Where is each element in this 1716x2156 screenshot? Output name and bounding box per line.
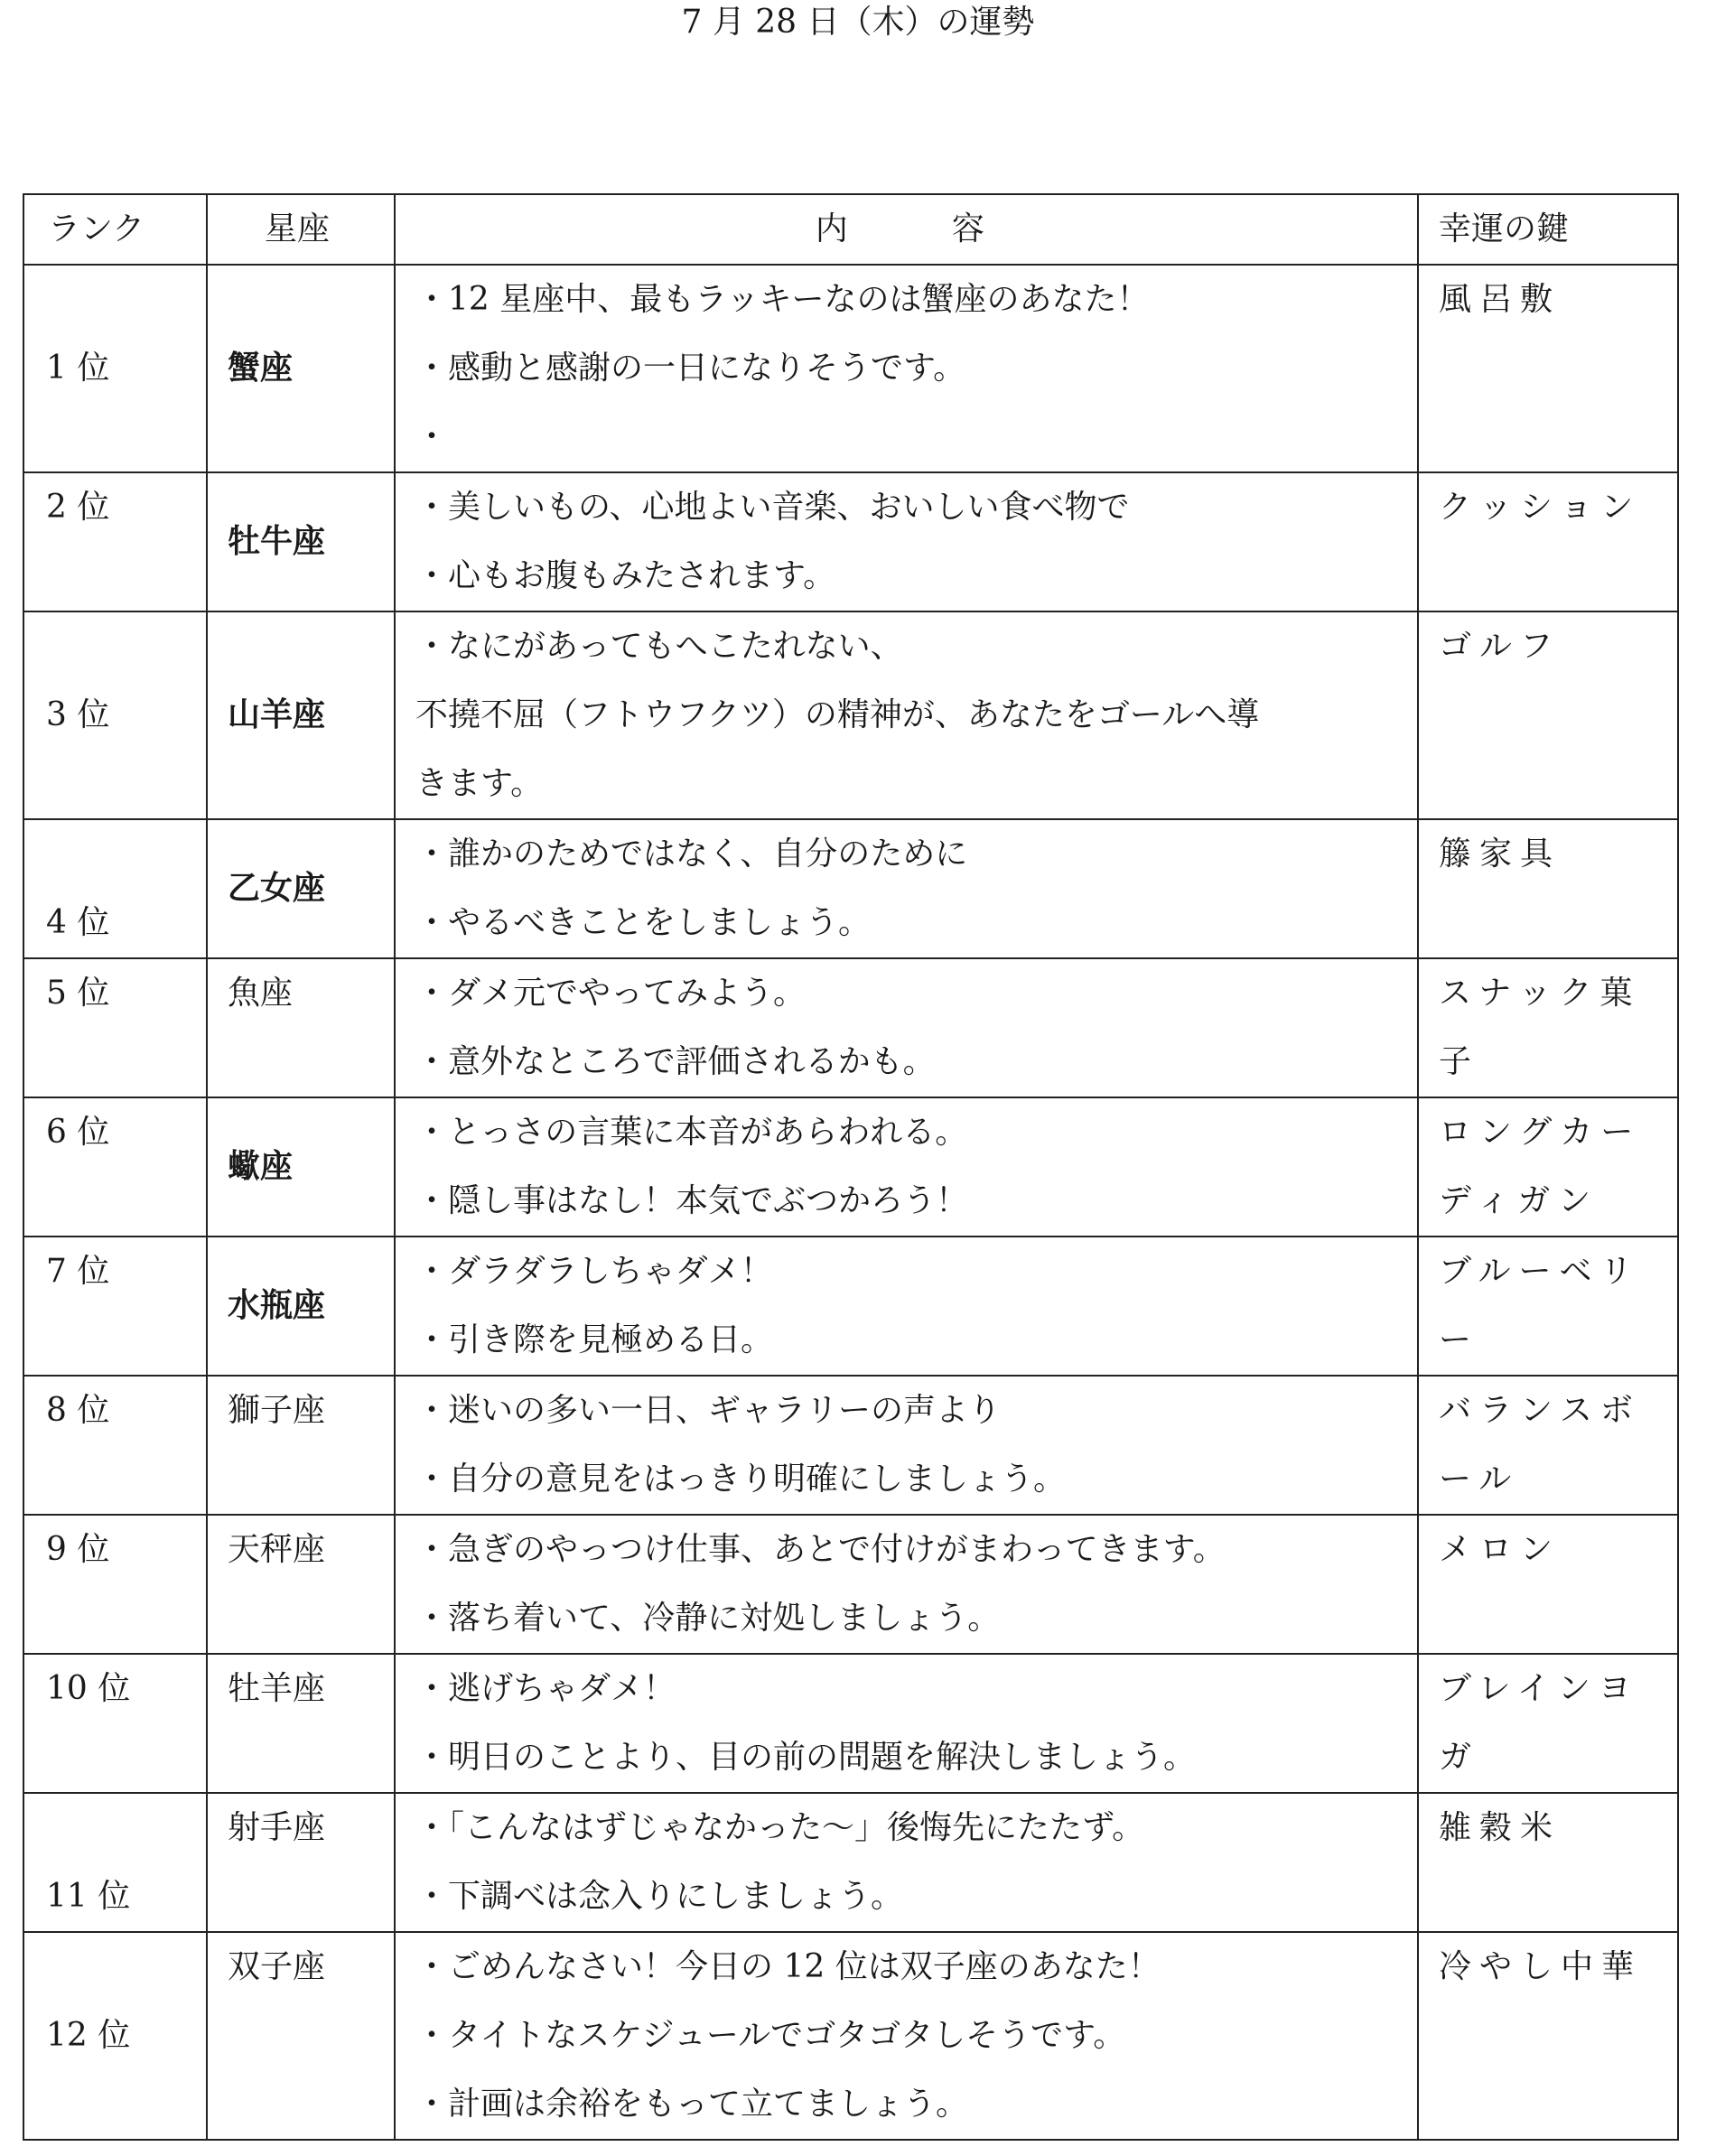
key-text: スナック菓子 xyxy=(1439,975,1641,1080)
sign-text: 天秤座 xyxy=(228,1531,326,1568)
key-cell xyxy=(1418,1515,1678,1654)
content-line: ・自分の意見をはっきり明確にしましょう。 xyxy=(415,1461,1067,1498)
table-row xyxy=(23,1654,1678,1793)
content-line: ・計画は余裕をもって立てましょう。 xyxy=(415,2086,969,2123)
table-row xyxy=(23,1793,1678,1932)
header-content: 内 容 xyxy=(395,194,1418,265)
sign-cell xyxy=(207,265,395,472)
key-text: 籐家具 xyxy=(1439,835,1562,873)
key-cell xyxy=(1418,819,1678,958)
table-row xyxy=(23,611,1678,819)
rank-cell xyxy=(23,1654,207,1793)
key-text: ロングカーディガン xyxy=(1439,1114,1642,1219)
key-cell xyxy=(1418,1793,1678,1932)
content-line: ・感動と感謝の一日になりそうです。 xyxy=(415,350,966,387)
key-cell xyxy=(1418,265,1678,472)
header-rank: ランク xyxy=(23,194,207,265)
rank-text: 7 位 xyxy=(46,1253,110,1290)
key-cell xyxy=(1418,611,1678,819)
table-row xyxy=(23,1515,1678,1654)
key-cell xyxy=(1418,1654,1678,1793)
page-title: 7 月 28 日（木）の運勢 xyxy=(681,4,1035,41)
content-line: ・タイトなスケジュールでゴタゴタしそうです。 xyxy=(415,2017,1126,2054)
sign-text: 魚座 xyxy=(228,975,294,1012)
content-line: きます。 xyxy=(415,765,544,802)
key-text: 雑穀米 xyxy=(1439,1809,1562,1846)
content-line: ・逃げちゃダメ！ xyxy=(415,1670,676,1707)
content-cell xyxy=(395,611,1418,819)
content-line: ・意外なところで評価されるかも。 xyxy=(415,1043,936,1080)
rank-cell xyxy=(23,1097,207,1237)
sign-text: 水瓶座 xyxy=(228,1287,326,1324)
content-line: ・美しいもの、心地よい音楽、おいしい食べ物で xyxy=(415,489,1130,526)
content-line: ・やるべきことをしましょう。 xyxy=(415,904,872,941)
sign-cell xyxy=(207,819,395,958)
content-line: ・誰かのためではなく、自分のために xyxy=(415,835,968,873)
rank-text: 10 位 xyxy=(46,1670,131,1707)
key-text: メロン xyxy=(1439,1531,1562,1568)
sign-text: 蟹座 xyxy=(228,350,294,387)
key-cell xyxy=(1418,1376,1678,1515)
content-line: ・ダメ元でやってみよう。 xyxy=(415,975,807,1012)
content-cell xyxy=(395,1932,1418,2140)
content-cell xyxy=(395,1515,1418,1654)
table-row xyxy=(23,958,1678,1097)
content-line: ・迷いの多い一日、ギャラリーの声より xyxy=(415,1392,1002,1429)
content-line: ・12 星座中、最もラッキーなのは蟹座のあなた！ xyxy=(415,281,1150,318)
rank-text: 1 位 xyxy=(46,350,110,387)
rank-cell xyxy=(23,1793,207,1932)
key-cell xyxy=(1418,1097,1678,1237)
content-line: ・引き際を見極める日。 xyxy=(415,1321,774,1358)
content-cell xyxy=(395,1097,1418,1237)
rank-text: 3 位 xyxy=(46,696,110,733)
rank-cell xyxy=(23,819,207,958)
rank-cell xyxy=(23,472,207,611)
table-row xyxy=(23,1237,1678,1376)
content-line: ・隠し事はなし！本気でぶつかろう！ xyxy=(415,1182,969,1219)
key-cell xyxy=(1418,1237,1678,1376)
rank-text: 4 位 xyxy=(46,904,110,941)
sign-cell xyxy=(207,611,395,819)
content-line: ・明日のことより、目の前の問題を解決しましょう。 xyxy=(415,1739,1197,1776)
content-cell xyxy=(395,1237,1418,1376)
table-row xyxy=(23,1376,1678,1515)
content-line: ・心もお腹もみたされます。 xyxy=(415,557,836,594)
key-text: ブルーベリー xyxy=(1439,1253,1641,1358)
header-key: 幸運の鍵 xyxy=(1418,194,1678,265)
key-cell xyxy=(1418,958,1678,1097)
content-cell xyxy=(395,472,1418,611)
rank-cell xyxy=(23,958,207,1097)
table-row xyxy=(23,1932,1678,2140)
rank-text: 9 位 xyxy=(46,1531,110,1568)
rank-cell xyxy=(23,1237,207,1376)
content-cell xyxy=(395,265,1418,472)
sign-cell xyxy=(207,472,395,611)
rank-cell xyxy=(23,265,207,472)
content-cell xyxy=(395,1654,1418,1793)
sign-text: 双子座 xyxy=(228,1948,326,1985)
fortune-table xyxy=(23,193,1679,2141)
sign-text: 乙女座 xyxy=(228,870,326,907)
sign-cell xyxy=(207,1654,395,1793)
table-row xyxy=(23,265,1678,472)
sign-text: 山羊座 xyxy=(228,696,326,733)
content-line: ・とっさの言葉に本音があらわれる。 xyxy=(415,1114,968,1151)
content-cell xyxy=(395,1376,1418,1515)
sign-cell xyxy=(207,1932,395,2140)
rank-cell xyxy=(23,1515,207,1654)
key-text: 風呂敷 xyxy=(1439,281,1562,318)
key-text: バランスボール xyxy=(1439,1392,1641,1498)
content-line: ・ダラダラしちゃダメ！ xyxy=(415,1253,773,1290)
content-line: ・なにがあってもへこたれない、 xyxy=(415,628,903,665)
content-line: ・下調べは念入りにしましょう。 xyxy=(415,1878,904,1915)
table-header-row xyxy=(23,194,1678,265)
sign-cell xyxy=(207,1515,395,1654)
rank-cell xyxy=(23,1376,207,1515)
rank-text: 8 位 xyxy=(46,1392,110,1429)
content-line: ・ xyxy=(415,418,449,455)
table-row xyxy=(23,1097,1678,1237)
table-row xyxy=(23,819,1678,958)
key-cell xyxy=(1418,472,1678,611)
sign-cell xyxy=(207,1097,395,1237)
rank-text: 5 位 xyxy=(46,975,110,1012)
sign-cell xyxy=(207,958,395,1097)
content-line: ・「こんなはずじゃなかった～」後悔先にたたず。 xyxy=(415,1809,1145,1846)
sign-text: 蠍座 xyxy=(228,1148,294,1185)
key-text: ゴルフ xyxy=(1439,628,1562,665)
key-text: クッション xyxy=(1439,489,1642,526)
content-line: ・落ち着いて、冷静に対処しましょう。 xyxy=(415,1600,1001,1637)
sign-cell xyxy=(207,1793,395,1932)
header-sign: 星座 xyxy=(207,194,395,265)
key-cell xyxy=(1418,1932,1678,2140)
key-text: ブレインヨガ xyxy=(1439,1670,1639,1776)
sign-cell xyxy=(207,1376,395,1515)
rank-cell xyxy=(23,611,207,819)
table-row xyxy=(23,472,1678,611)
rank-text: 2 位 xyxy=(46,489,110,526)
content-cell xyxy=(395,1793,1418,1932)
content-cell xyxy=(395,958,1418,1097)
content-cell xyxy=(395,819,1418,958)
sign-cell xyxy=(207,1237,395,1376)
rank-text: 6 位 xyxy=(46,1114,110,1151)
sign-text: 牡羊座 xyxy=(228,1670,326,1707)
content-line: 不撓不屈（フトウフクツ）の精神が、あなたをゴールへ導 xyxy=(415,696,1260,733)
rank-text: 11 位 xyxy=(46,1878,131,1915)
sign-text: 射手座 xyxy=(228,1809,326,1846)
sign-text: 牡牛座 xyxy=(228,523,326,560)
rank-text: 12 位 xyxy=(46,2017,131,2054)
content-line: ・ごめんなさい！今日の 12 位は双子座のあなた！ xyxy=(415,1948,1161,1985)
rank-cell xyxy=(23,1932,207,2140)
key-text: 冷やし中華 xyxy=(1439,1948,1643,1985)
content-line: ・急ぎのやっつけ仕事、あとで付けがまわってきます。 xyxy=(415,1531,1226,1568)
sign-text: 獅子座 xyxy=(228,1392,326,1429)
